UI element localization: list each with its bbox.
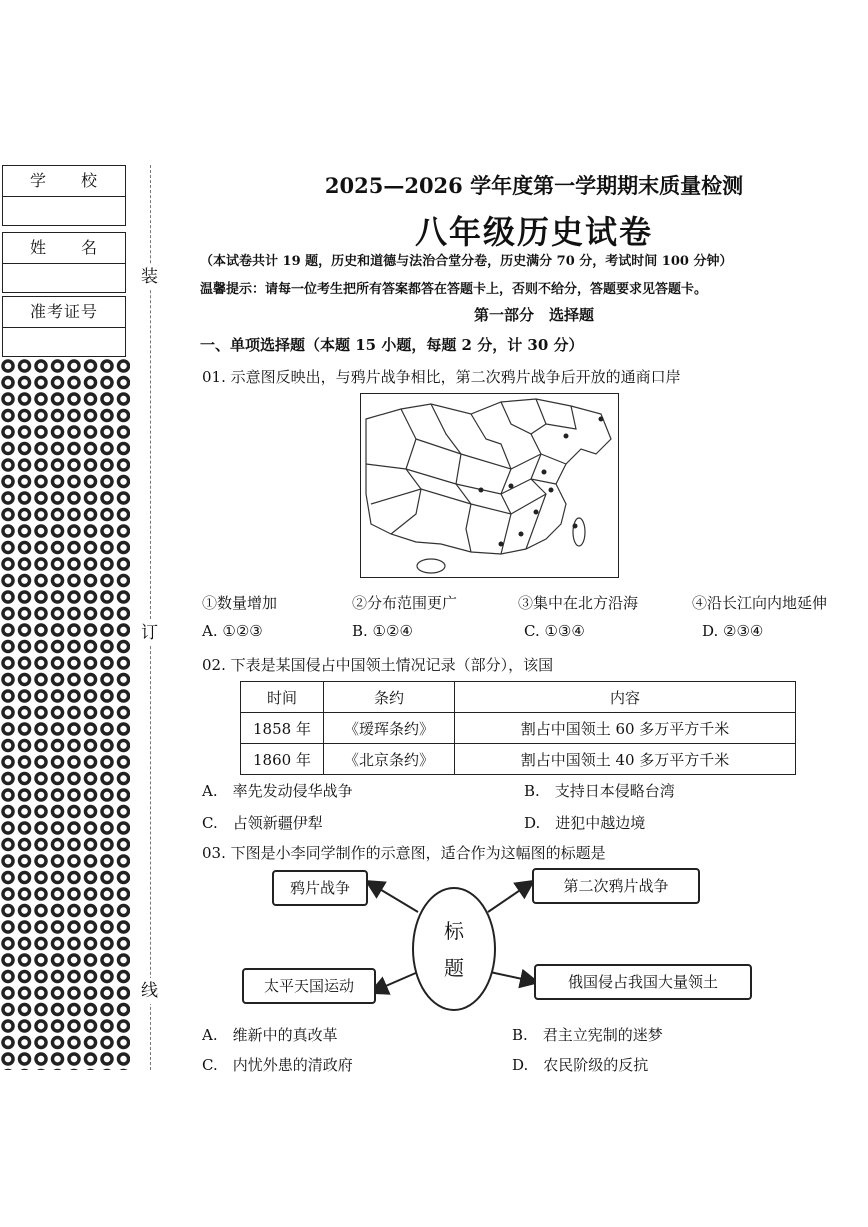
section-heading: 一、单项选择题（本题 15 小题，每题 2 分，计 30 分） bbox=[200, 336, 584, 354]
table-row bbox=[241, 744, 796, 775]
q1-statement-3: ③集中在北方沿海 bbox=[518, 594, 639, 612]
diagram-title-node bbox=[412, 887, 496, 1011]
exam-subtitle: 八年级历史试卷 bbox=[414, 213, 653, 251]
diagram-box-russia-territory: 俄国侵占我国大量领土 bbox=[534, 964, 752, 1000]
name-box bbox=[2, 232, 126, 293]
q1-option-c: C. ①③④ bbox=[524, 622, 585, 640]
school-label: 学 校 bbox=[3, 166, 125, 197]
q1-stem: 01. 示意图反映出，与鸦片战争相比，第二次鸦片战争后开放的通商口岸 bbox=[202, 368, 681, 386]
map-outline bbox=[361, 394, 617, 576]
diagram-box-taiping: 太平天国运动 bbox=[242, 968, 376, 1004]
q1-option-b: B. ①②④ bbox=[352, 622, 413, 640]
q1-statement-2: ②分布范围更广 bbox=[352, 594, 458, 612]
q2-option-b: B. 支持日本侵略台湾 bbox=[524, 782, 675, 800]
exam-tip: 温馨提示：请每一位考生把所有答案都答在答题卡上，否则不给分，答题要求见答题卡。 bbox=[200, 282, 708, 297]
table-cell: 1860 年 bbox=[241, 744, 324, 775]
table-header-row bbox=[241, 682, 796, 713]
table-cell: 割占中国领土 40 多万平方千米 bbox=[455, 744, 796, 775]
binding-char-1: 装 bbox=[141, 264, 158, 290]
name-field[interactable] bbox=[3, 264, 125, 292]
q1-statement-4: ④沿长江向内地延伸 bbox=[692, 594, 828, 612]
binding-char-2: 订 bbox=[141, 620, 158, 646]
q3-stem: 03. 下图是小李同学制作的示意图，适合作为这幅图的标题是 bbox=[202, 844, 606, 862]
q2-option-c: C. 占领新疆伊犁 bbox=[202, 814, 323, 832]
school-box bbox=[2, 165, 126, 226]
table-header: 条约 bbox=[324, 682, 455, 713]
binding-char-3: 线 bbox=[141, 978, 158, 1004]
diagram-box-opium-war: 鸦片战争 bbox=[272, 870, 368, 906]
table-cell: 《北京条约》 bbox=[324, 744, 455, 775]
table-cell: 1858 年 bbox=[241, 713, 324, 744]
binding-line bbox=[150, 165, 151, 1070]
q1-statement-1: ①数量增加 bbox=[202, 594, 278, 612]
q3-option-b: B. 君主立宪制的迷梦 bbox=[512, 1026, 663, 1044]
q3-option-c: C. 内忧外患的清政府 bbox=[202, 1056, 353, 1074]
exam-id-box bbox=[2, 296, 126, 357]
q3-option-d: D. 农民阶级的反抗 bbox=[512, 1056, 649, 1074]
diagram-center-char-2: 题 bbox=[444, 956, 464, 980]
exam-title: 2025—2026 学年度第一学期期末质量检测 bbox=[324, 173, 744, 198]
table-cell: 《瑷珲条约》 bbox=[324, 713, 455, 744]
table-header: 内容 bbox=[455, 682, 796, 713]
q1-option-d: D. ②③④ bbox=[702, 622, 764, 640]
q2-option-d: D. 进犯中越边境 bbox=[524, 814, 646, 832]
territory-table bbox=[240, 681, 796, 775]
q1-option-a: A. ①②③ bbox=[202, 622, 263, 640]
school-field[interactable] bbox=[3, 197, 125, 225]
exam-id-field[interactable] bbox=[3, 328, 125, 356]
q3-option-a: A. 维新中的真改革 bbox=[202, 1026, 338, 1044]
table-row bbox=[241, 713, 796, 744]
treaty-ports-map bbox=[360, 393, 619, 578]
q2-stem: 02. 下表是某国侵占中国领土情况记录（部分），该国 bbox=[202, 656, 554, 674]
part-heading: 第一部分 选择题 bbox=[473, 306, 594, 324]
q2-option-a: A. 率先发动侵华战争 bbox=[202, 782, 353, 800]
exam-id-bubble-grid[interactable] bbox=[0, 358, 130, 1070]
exam-id-label: 准考证号 bbox=[3, 297, 125, 328]
table-cell: 割占中国领土 60 多万平方千米 bbox=[455, 713, 796, 744]
name-label: 姓 名 bbox=[3, 233, 125, 264]
table-header: 时间 bbox=[241, 682, 324, 713]
exam-note: （本试卷共计 19 题，历史和道德与法治合堂分卷，历史满分 70 分，考试时间 100 分钟） bbox=[200, 254, 733, 269]
diagram-box-second-opium-war: 第二次鸦片战争 bbox=[532, 868, 700, 904]
diagram-center-char-1: 标 bbox=[444, 919, 464, 943]
